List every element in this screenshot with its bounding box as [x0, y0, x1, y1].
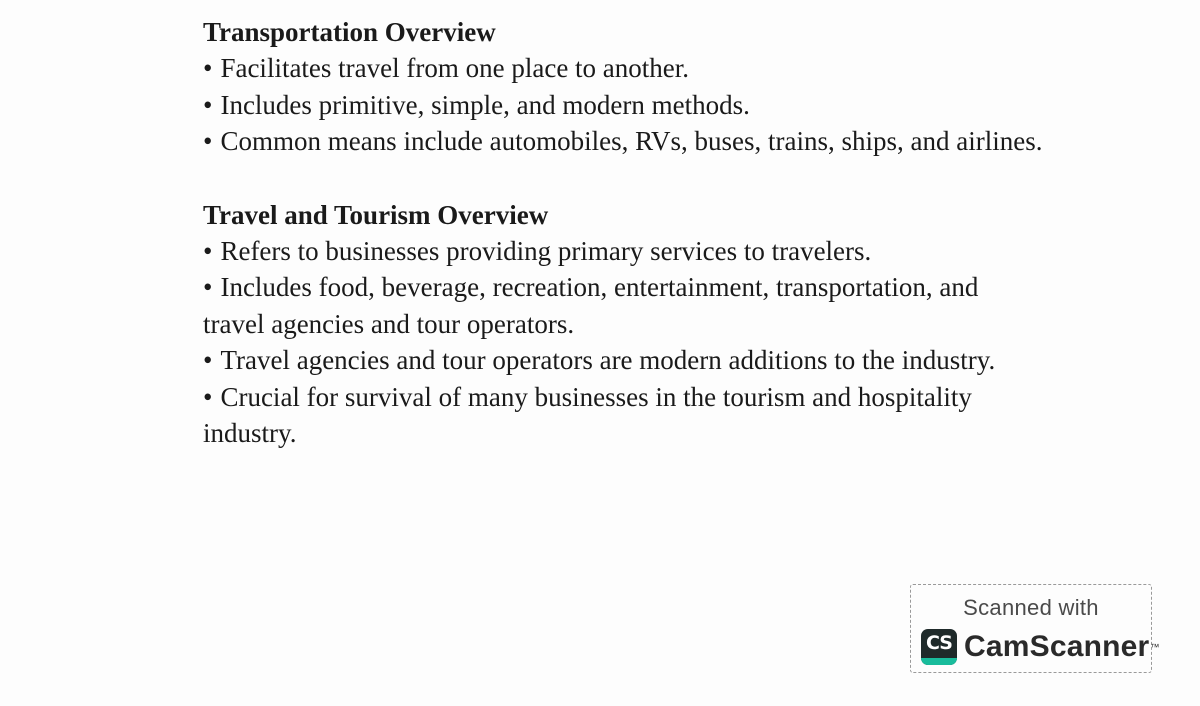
bullet-icon: •: [203, 89, 213, 120]
section-travel-tourism: [203, 197, 1043, 452]
watermark-brand-name: CamScanner: [964, 630, 1150, 663]
camscanner-logo-icon: [921, 629, 957, 665]
bullet-icon: •: [203, 235, 213, 266]
bullet-list: [203, 50, 1043, 160]
section-title: Transportation Overview: [203, 17, 496, 47]
section-spacer: [203, 160, 1043, 197]
bullet-icon: •: [203, 381, 213, 412]
bullet-text: Common means include automobiles, RVs, buses, trains, ships, and airlines.: [220, 126, 1043, 156]
bullet-icon: •: [203, 126, 213, 156]
list-item: [203, 233, 1043, 270]
watermark-brand-row: [921, 629, 1159, 665]
bullet-text: Travel agencies and tour operators are modern additions to the industry.: [220, 345, 996, 375]
list-item: [203, 269, 1043, 342]
bullet-text: Refers to businesses providing primary services to travelers.: [220, 235, 872, 266]
bullet-text: Facilitates travel from one place to another.: [220, 53, 690, 83]
list-item: [203, 379, 1043, 452]
trademark-mark: ™: [1150, 642, 1160, 652]
section-title: Travel and Tourism Overview: [203, 199, 549, 230]
camscanner-watermark: [910, 584, 1160, 673]
list-item: [203, 87, 1043, 124]
logo-stripe: [921, 658, 957, 665]
list-item: [203, 50, 1043, 87]
bullet-list: [203, 233, 1043, 452]
list-item: [203, 342, 1043, 379]
bullet-text: Includes primitive, simple, and modern methods.: [220, 89, 750, 120]
bullet-icon: •: [203, 272, 213, 302]
bullet-text: Includes food, beverage, recreation, entertainment, transportation, and travel agencies and tour operators.: [203, 272, 979, 339]
logo-letters: CS: [926, 632, 952, 654]
bullet-icon: •: [203, 53, 213, 83]
section-transportation: [203, 14, 1043, 160]
bullet-text: Crucial for survival of many businesses in the tourism and hospitality industry.: [203, 381, 972, 448]
document-body: [203, 14, 1043, 452]
list-item: [203, 123, 1043, 160]
watermark-caption: Scanned with: [963, 595, 1099, 620]
bullet-icon: •: [203, 345, 213, 375]
